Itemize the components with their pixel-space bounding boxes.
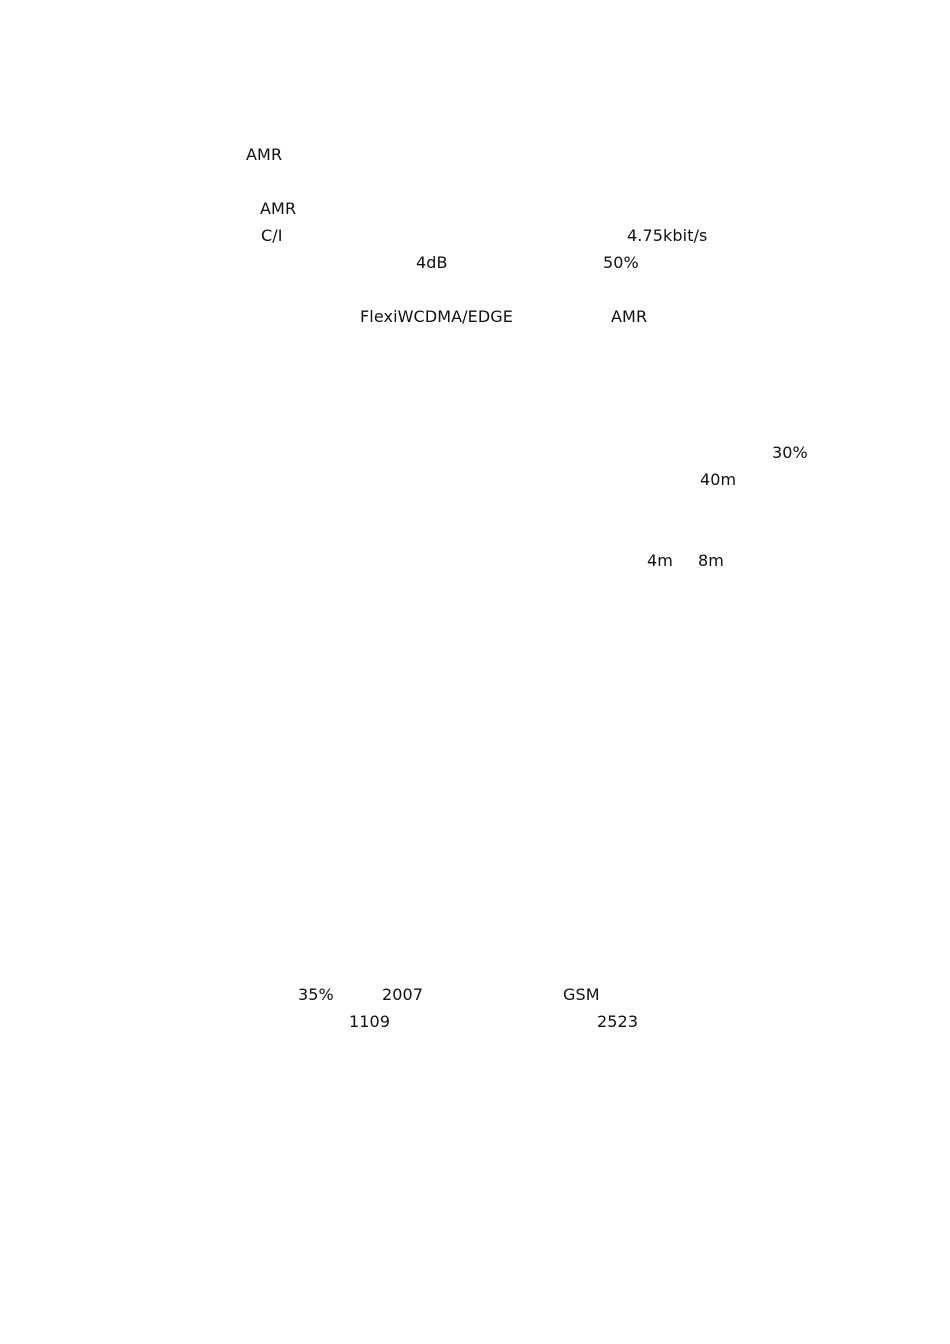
- text-fragment-flexi: FlexiWCDMA/EDGE: [360, 307, 514, 326]
- text-fragment-gsm: GSM: [563, 985, 600, 1004]
- text-fragment-distance: 40m: [700, 470, 737, 489]
- text-fragment-percent: 35%: [298, 985, 334, 1004]
- text-fragment-rate: 4.75kbit/s: [627, 226, 708, 245]
- text-fragment-db: 4dB: [416, 253, 448, 272]
- text-fragment-amr: AMR: [260, 199, 297, 218]
- text-fragment-distance: 8m: [698, 551, 724, 570]
- text-fragment-ci: C/I: [261, 226, 283, 245]
- text-fragment-number: 2523: [597, 1012, 639, 1031]
- text-fragment-percent: 30%: [772, 443, 808, 462]
- text-fragment-number: 1109: [349, 1012, 391, 1031]
- text-fragment-distance: 4m: [647, 551, 673, 570]
- text-fragment-year: 2007: [382, 985, 424, 1004]
- text-fragment-amr: AMR: [246, 145, 283, 164]
- text-fragment-amr: AMR: [611, 307, 648, 326]
- text-fragment-percent: 50%: [603, 253, 639, 272]
